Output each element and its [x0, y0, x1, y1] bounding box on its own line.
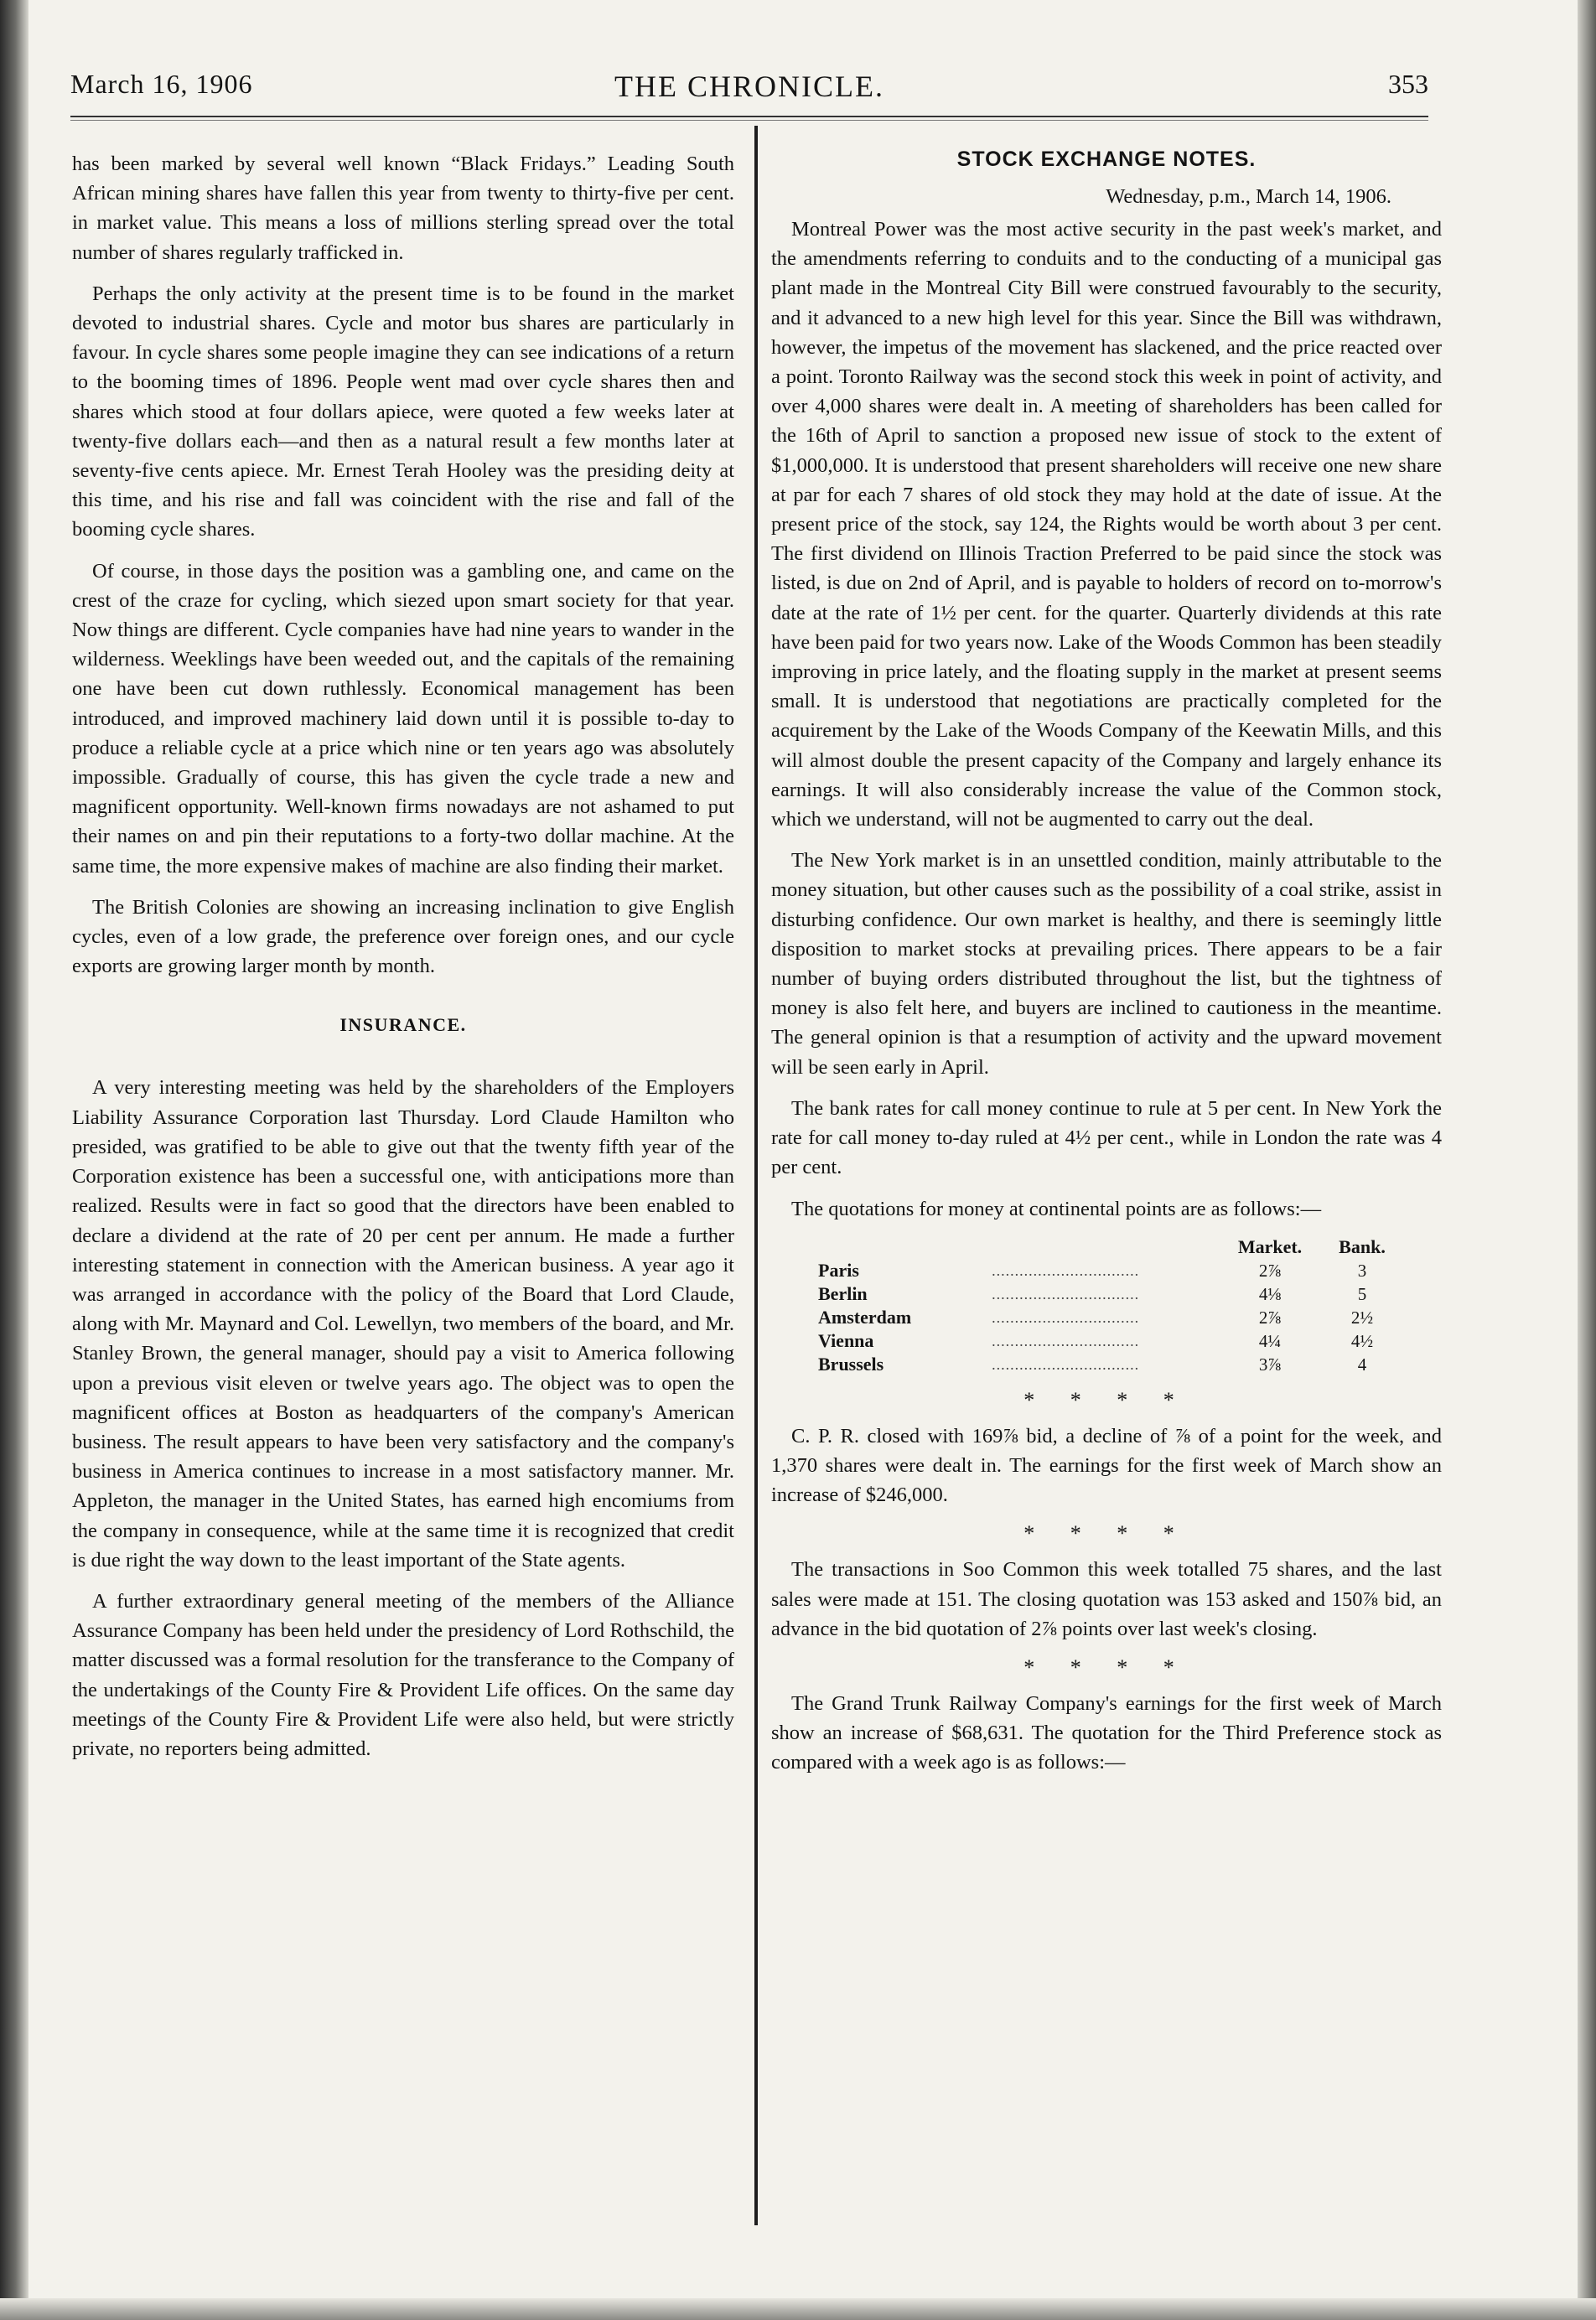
dot-leader: ................................ — [992, 1355, 1140, 1373]
dot-leader: ................................ — [992, 1285, 1140, 1302]
money-quotations-table — [771, 1235, 1408, 1376]
bank-header: Bank. — [1339, 1235, 1386, 1257]
bank-rate: 4 — [1357, 1354, 1367, 1375]
market-rate: 2⅞ — [1258, 1260, 1282, 1281]
issue-date: March 16, 1906 — [70, 69, 253, 99]
edge-shadow — [1578, 0, 1596, 2320]
paragraph: A very interesting meeting was held by the shareholders of the Employers Liability Assurance Corporation last Thursday. Lord Claude Hamilton who presided, was gratified to be able to give out that the twenty fifth year of the Corporation existence has been a successful one, with anticipations more than realized. Results were in fact so good that the directors have been enabled to declare a dividend at the rate of 20 per cent per annum. He made a further interesting statement in connection with the American business. A year ago it was arranged in accordance with the policy of the Board that Lord Claude, along with Mr. Maynard and Col. Lewellyn, two members of the board, and Mr. Stanley Brown, the general manager, should pay a visit to America following upon a previous visit eleven or twelve years ago. The object was to open the magnificent offices at Boston as headquarters of the company's American business. The result appears to have been very satisfactory and the company's business in America continues to increase in a most satisfactory manner. Mr. Appleton, the manager in the United States, has earned high encomiums from the company in consequence, while at the same time it is recognized that credit is due right the way down to the least important of the State agents. — [72, 1076, 734, 1572]
dot-leader: ................................ — [992, 1261, 1140, 1279]
insurance-heading: INSURANCE. — [339, 1014, 467, 1036]
city-name: Berlin — [818, 1282, 868, 1304]
paragraph: The British Colonies are showing an increasing inclination to give English cycles, even of a low grade, the preference over foreign ones, and our cycle exports are growing larger month by month. — [72, 895, 734, 978]
table-header-row — [771, 1235, 1408, 1259]
market-rate: 4¼ — [1258, 1330, 1282, 1351]
paragraph: The transactions in Soo Common this week totalled 75 shares, and the last sales were made at 151. The closing quotation was 153 asked and 150⅞ bid, an advance in the bid quotation of 2⅞ points over last week's closing. — [771, 1558, 1442, 1640]
paragraph: Perhaps the only activity at the present time is to be found in the market devoted to industrial shares. Cycle and motor bus shares are particularly in favour. In cycle shares some people imagine they can see indications of a return to the booming times of 1896. People went mad over cycle shares then and shares which stood at four dollars apiece, were quoted a few weeks later at twenty-five dollars each—and then as a natural result a few months later at seventy-five cents apiece. Mr. Ernest Terah Hooley was the presiding deity at this time, and his rise and fall was coincident with the rise and fall of the booming cycle shares. — [72, 282, 734, 541]
paragraph: C. P. R. closed with 169⅞ bid, a decline of ⅞ of a point for the week, and 1,370 shares were dealt in. The earnings for the first week of March show an increase of $246,000. — [771, 1424, 1442, 1507]
dot-leader: ................................ — [992, 1332, 1140, 1349]
market-rate: 4⅛ — [1258, 1283, 1282, 1304]
paragraph: The New York market is in an unsettled condition, mainly attributable to the money situation, but other causes such as the possibility of a coal strike, assist in disturbing confidence. Our own market is healthy, and there is seemingly little disposition to market stocks at prevailing prices. There appears to be a fair number of buying orders distributed throughout the list, but the tightness of money is also felt here, and buyers are inclined to cautioness in the meantime. The general opinion is that a resumption of activity and the upward movement will be seen early in April. — [771, 849, 1442, 1079]
stock-exchange-heading: STOCK EXCHANGE NOTES. — [956, 148, 1257, 171]
section-separator: * * * * — [1023, 1387, 1189, 1412]
paragraph: Of course, in those days the position was a gambling one, and came on the crest of the craze for cycling, which siezed upon smart society for that year. Now things are different. Cycle companies have had nine years to wander in the wilderness. Weeklings have been weeded out, and the capitals of the remaining one have been cut down ruthlessly. Economical management has been introduced, and improved machinery laid down until it is possible to-day to produce a reliable cycle at a price which nine or ten years ago was absolutely impossible. Gradually of course, this has given the cycle trade a new and magnificent opportunity. Well-known firms nowadays are not ashamed to put their names on and pin their reputations to a forty-two dollar machine. At the same time, the more expensive makes of machine are also finding their market. — [72, 559, 734, 878]
city-name: Vienna — [818, 1329, 874, 1351]
header-rule — [70, 116, 1428, 121]
column-divider — [754, 126, 758, 2225]
paragraph: Montreal Power was the most active security in the past week's market, and the amendments referring to conduits and to the conducting of a municipal gas plant made in the Montreal City Bill were construed favourably to the security, and it advanced to a new high level for this year. Since the Bill was withdrawn, however, the impetus of the movement has slackened, and the price reacted over a point. Toronto Railway was the second stock this week in point of activity, and over 4,000 shares were dealt in. A meeting of shareholders has been called for the 16th of April to sanction a proposed new issue of stock to the extent of $1,000,000. It is understood that present shareholders will receive one new share at par for each 7 shares of old stock they may hold at the date of issue. At the present price of the stock, say 124, the Rights would be worth about 3 per cent. The first dividend on Illinois Traction Preferred to be paid since the stock was listed, is due on 2nd of April, and is payable to holders of record on to-morrow's date at the rate of 1½ per cent. for the quarter. Quarterly dividends at this rate have been paid for two years now. Lake of the Woods Common has been steadily improving in price lately, and the floating supply in the market at present seems small. It is understood that negotiations are practically completed for the acquirement by the Lake of the Woods Company of the Keewatin Mills, and this will almost double the present capacity of the Company and largely enhance its earnings. It will also considerably increase the value of the Common stock, which we understand, will not be augmented to carry out the deal. — [771, 218, 1442, 831]
dot-leader: ................................ — [992, 1308, 1140, 1326]
publication-title: THE CHRONICLE. — [614, 70, 884, 103]
bank-rate: 5 — [1357, 1283, 1367, 1304]
section-separator: * * * * — [1023, 1521, 1189, 1546]
right-column — [771, 144, 1442, 1789]
city-header — [771, 1235, 992, 1259]
paragraph: has been marked by several well known “Black Fridays.” Leading South African mining shares have fallen this year from twenty to thirty-five per cent. in market value. This means a loss of millions sterling spread over the total number of shares regularly trafficked in. — [72, 153, 734, 264]
bottom-edge-shadow — [0, 2298, 1596, 2320]
table-row — [771, 1282, 1408, 1306]
table-row — [771, 1306, 1408, 1329]
market-rate: 3⅞ — [1258, 1354, 1282, 1375]
city-name: Amsterdam — [818, 1306, 912, 1328]
left-column — [72, 149, 734, 1775]
bank-rate: 3 — [1357, 1260, 1367, 1281]
table-row — [771, 1353, 1408, 1376]
section-separator: * * * * — [1023, 1655, 1189, 1680]
paragraph: The quotations for money at continental points are as follows:— — [791, 1197, 1322, 1220]
bank-rate: 4½ — [1350, 1330, 1374, 1351]
dateline: Wednesday, p.m., March 14, 1906. — [1106, 185, 1391, 208]
binding-shadow — [0, 0, 28, 2320]
bank-rate: 2½ — [1350, 1307, 1374, 1328]
paragraph: The Grand Trunk Railway Company's earnings for the first week of March show an increase of $68,631. The quotation for the Third Preference stock as compared with a week ago is as follows:— — [771, 1691, 1442, 1774]
city-name: Brussels — [818, 1353, 884, 1375]
table-row — [771, 1329, 1408, 1353]
table-row — [771, 1259, 1408, 1282]
page-header — [70, 69, 1428, 116]
market-rate: 2⅞ — [1258, 1307, 1282, 1328]
page-number: 353 — [1388, 69, 1428, 99]
paragraph: A further extraordinary general meeting of the members of the Alliance Assurance Company has been held under the presidency of Lord Rothschild, the matter discussed was a formal resolution for the transferance to the Company of the undertakings of the County Fire & Provident Life offices. On the same day meetings of the County Fire & Provident Life were also held, but were strictly private, no reporters being admitted. — [72, 1589, 734, 1760]
city-name: Paris — [818, 1259, 859, 1281]
market-header: Market. — [1237, 1235, 1303, 1257]
leader-header — [992, 1235, 1224, 1259]
paragraph: The bank rates for call money continue to rule at 5 per cent. In New York the rate for call money to-day ruled at 4½ per cent., while in London the rate was 4 per cent. — [771, 1096, 1442, 1179]
